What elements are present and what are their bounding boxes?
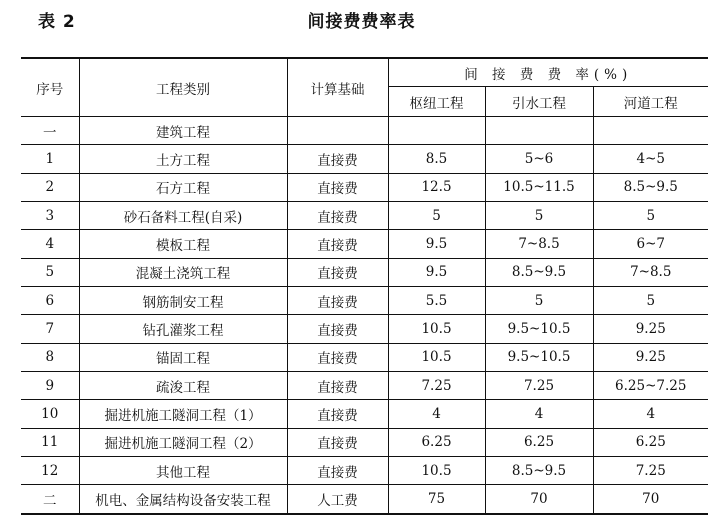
cell-project-category: 钻孔灌浆工程 <box>79 315 287 343</box>
cell-water-diversion-rate: 4 <box>485 400 593 428</box>
cell-serial-number: 4 <box>21 230 79 258</box>
cell-serial-number: 7 <box>21 315 79 343</box>
cell-hub-rate: 5.5 <box>388 287 485 315</box>
table-row <box>21 485 708 514</box>
cell-serial-number: 5 <box>21 258 79 286</box>
cell-water-diversion-rate: 7~8.5 <box>485 230 593 258</box>
cell-river-channel-rate: 4~5 <box>593 145 708 173</box>
cell-project-category: 砂石备料工程(自采) <box>79 202 287 230</box>
cell-water-diversion-rate: 8.5~9.5 <box>485 457 593 485</box>
cell-project-category: 机电、金属结构设备安装工程 <box>79 485 287 514</box>
table-row <box>21 287 708 315</box>
cell-hub-rate: 10.5 <box>388 343 485 371</box>
cell-hub-rate: 10.5 <box>388 315 485 343</box>
cell-serial-number: 二 <box>21 485 79 514</box>
table-row <box>21 117 708 145</box>
cell-river-channel-rate: 7~8.5 <box>593 258 708 286</box>
cell-calculation-basis <box>287 117 388 145</box>
cell-water-diversion-rate: 8.5~9.5 <box>485 258 593 286</box>
cell-water-diversion-rate <box>485 117 593 145</box>
cell-project-category: 疏浚工程 <box>79 372 287 400</box>
cell-project-category: 混凝土浇筑工程 <box>79 258 287 286</box>
cell-project-category: 其他工程 <box>79 457 287 485</box>
cell-calculation-basis: 人工费 <box>287 485 388 514</box>
cell-calculation-basis: 直接费 <box>287 400 388 428</box>
cell-hub-rate: 10.5 <box>388 457 485 485</box>
cell-river-channel-rate: 6.25~7.25 <box>593 372 708 400</box>
cell-river-channel-rate: 8.5~9.5 <box>593 173 708 201</box>
cell-calculation-basis: 直接费 <box>287 372 388 400</box>
cell-hub-rate: 6.25 <box>388 428 485 456</box>
cell-serial-number: 8 <box>21 343 79 371</box>
cell-calculation-basis: 直接费 <box>287 145 388 173</box>
cell-river-channel-rate <box>593 117 708 145</box>
cell-water-diversion-rate: 5 <box>485 202 593 230</box>
cell-serial-number: 6 <box>21 287 79 315</box>
cell-calculation-basis: 直接费 <box>287 258 388 286</box>
table-row <box>21 343 708 371</box>
cell-water-diversion-rate: 5 <box>485 287 593 315</box>
cell-serial-number: 12 <box>21 457 79 485</box>
cell-water-diversion-rate: 6.25 <box>485 428 593 456</box>
table-row <box>21 428 708 456</box>
document-title: 间接费费率表 <box>307 12 416 32</box>
table-row <box>21 202 708 230</box>
cell-water-diversion-rate: 10.5~11.5 <box>485 173 593 201</box>
cell-calculation-basis: 直接费 <box>287 457 388 485</box>
cell-project-category: 建筑工程 <box>79 117 287 145</box>
cell-hub-rate: 4 <box>388 400 485 428</box>
indirect-cost-rate-table <box>21 57 708 515</box>
cell-water-diversion-rate: 70 <box>485 485 593 514</box>
table-row <box>21 400 708 428</box>
cell-water-diversion-rate: 9.5~10.5 <box>485 343 593 371</box>
cell-project-category: 掘进机施工隧洞工程（1） <box>79 400 287 428</box>
table-row <box>21 315 708 343</box>
cell-river-channel-rate: 9.25 <box>593 343 708 371</box>
cell-serial-number: 一 <box>21 117 79 145</box>
cell-hub-rate: 9.5 <box>388 258 485 286</box>
cell-river-channel-rate: 5 <box>593 202 708 230</box>
cell-serial-number: 3 <box>21 202 79 230</box>
cell-serial-number: 11 <box>21 428 79 456</box>
cell-project-category: 石方工程 <box>79 173 287 201</box>
cell-hub-rate: 8.5 <box>388 145 485 173</box>
cell-river-channel-rate: 6~7 <box>593 230 708 258</box>
cell-calculation-basis: 直接费 <box>287 202 388 230</box>
cell-river-channel-rate: 9.25 <box>593 315 708 343</box>
table-body <box>21 117 708 514</box>
cell-hub-rate: 9.5 <box>388 230 485 258</box>
cell-calculation-basis: 直接费 <box>287 428 388 456</box>
cell-hub-rate: 5 <box>388 202 485 230</box>
cell-serial-number: 2 <box>21 173 79 201</box>
cell-river-channel-rate: 5 <box>593 287 708 315</box>
table-row <box>21 173 708 201</box>
header-project-category: 工程类别 <box>79 58 287 117</box>
cell-project-category: 土方工程 <box>79 145 287 173</box>
cell-calculation-basis: 直接费 <box>287 230 388 258</box>
cell-water-diversion-rate: 7.25 <box>485 372 593 400</box>
cell-hub-rate: 7.25 <box>388 372 485 400</box>
cell-serial-number: 1 <box>21 145 79 173</box>
header-serial-number: 序号 <box>21 58 79 117</box>
cell-hub-rate <box>388 117 485 145</box>
cell-calculation-basis: 直接费 <box>287 343 388 371</box>
cell-calculation-basis: 直接费 <box>287 173 388 201</box>
table-row <box>21 372 708 400</box>
table-row <box>21 145 708 173</box>
cell-river-channel-rate: 70 <box>593 485 708 514</box>
cell-project-category: 模板工程 <box>79 230 287 258</box>
header-water-diversion-project: 引水工程 <box>485 87 593 117</box>
cell-hub-rate: 12.5 <box>388 173 485 201</box>
header-river-channel-project: 河道工程 <box>593 87 708 117</box>
cell-serial-number: 9 <box>21 372 79 400</box>
table-row <box>21 230 708 258</box>
table-number: 表 2 <box>38 12 76 32</box>
cell-project-category: 掘进机施工隧洞工程（2） <box>79 428 287 456</box>
cell-river-channel-rate: 7.25 <box>593 457 708 485</box>
cell-river-channel-rate: 4 <box>593 400 708 428</box>
cell-river-channel-rate: 6.25 <box>593 428 708 456</box>
cell-calculation-basis: 直接费 <box>287 315 388 343</box>
cell-serial-number: 10 <box>21 400 79 428</box>
table-row <box>21 258 708 286</box>
cell-hub-rate: 75 <box>388 485 485 514</box>
header-indirect-rate-group: 间 接 费 费 率(%) <box>388 58 708 87</box>
table-row <box>21 457 708 485</box>
header-calculation-basis: 计算基础 <box>287 58 388 117</box>
cell-calculation-basis: 直接费 <box>287 287 388 315</box>
cell-project-category: 锚固工程 <box>79 343 287 371</box>
cell-water-diversion-rate: 5~6 <box>485 145 593 173</box>
cell-project-category: 钢筋制安工程 <box>79 287 287 315</box>
cell-water-diversion-rate: 9.5~10.5 <box>485 315 593 343</box>
header-hub-project: 枢纽工程 <box>388 87 485 117</box>
